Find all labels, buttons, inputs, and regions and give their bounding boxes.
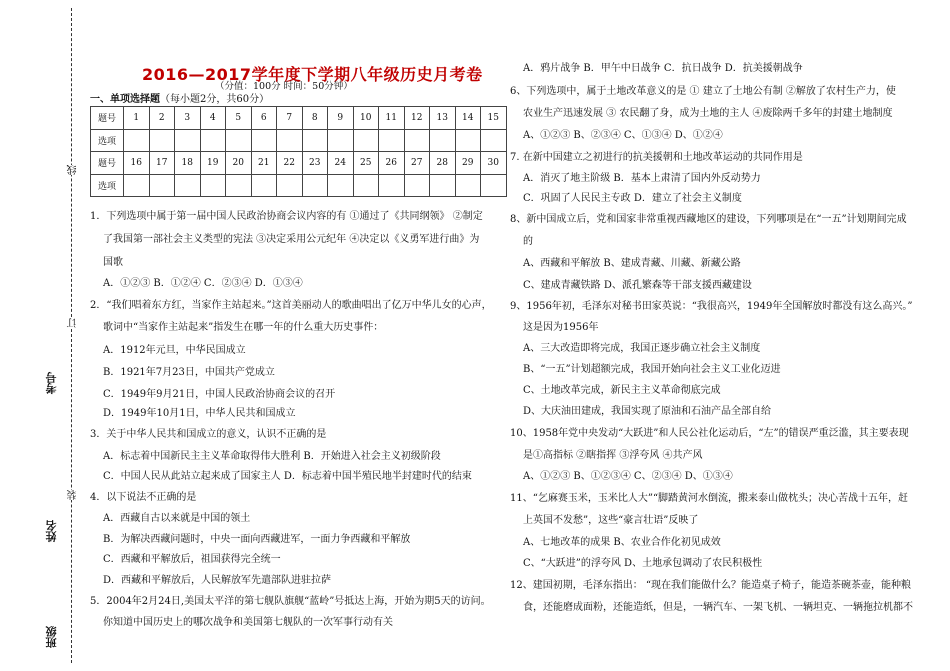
question-option: B．1921年7月23日，中国共产党成立 <box>103 367 275 378</box>
question-line: 9、1956年初，毛泽东对秘书田家英说：“我很高兴，1949年全国解放时都没有这么高兴。” <box>510 301 913 312</box>
answer-cell[interactable] <box>481 129 507 152</box>
margin-zhuang-label: 装 <box>68 490 79 500</box>
question-line: 农业生产迅速发展 ③ 农民翻了身，成为土地的主人 ④废除两千多年的封建土地制度 <box>523 108 893 119</box>
grid-cell: 2 <box>149 107 175 130</box>
answer-cell[interactable] <box>404 129 430 152</box>
grid-cell: 19 <box>200 152 226 175</box>
grid-row-answers-1 <box>91 129 507 152</box>
grid-cell: 5 <box>226 107 252 130</box>
grid-cell: 11 <box>379 107 405 130</box>
question-option: B．为解决西藏问题时，中央一面向西藏进军，一面力争西藏和平解放 <box>103 534 411 545</box>
question-option: C、建成青藏铁路 D、派孔繁森等干部支援西藏建设 <box>523 280 752 291</box>
question-option: C．中国人民从此站立起来成了国家主人 D．标志着中国半殖民地半封建时代的结束 <box>103 471 472 482</box>
question-option: A．1912年元旦，中华民国成立 <box>103 345 246 356</box>
grid-cell: 16 <box>124 152 150 175</box>
grid-cell: 6 <box>251 107 277 130</box>
answer-cell[interactable] <box>277 174 303 197</box>
answer-cell[interactable] <box>226 174 252 197</box>
grid-cell: 3 <box>175 107 201 130</box>
section-heading <box>90 90 269 105</box>
grid-cell: 28 <box>430 152 456 175</box>
question-option: A、①②③ B、①②③④ C、②③④ D、①③④ <box>523 471 733 482</box>
grid-cell: 14 <box>455 107 481 130</box>
question-option: D．1949年10月1日，中华人民共和国成立 <box>103 408 296 419</box>
grid-cell: 27 <box>404 152 430 175</box>
answer-cell[interactable] <box>277 129 303 152</box>
grid-header-xuanxiang: 选项 <box>91 174 124 197</box>
question-option: A．①②③ B．①②④ C．②③④ D．①③④ <box>103 278 303 289</box>
answer-cell[interactable] <box>328 129 354 152</box>
question-line: 上英国不发愁”，这些“豪言壮语”反映了 <box>523 515 699 526</box>
answer-cell[interactable] <box>353 129 379 152</box>
grid-cell: 10 <box>353 107 379 130</box>
question-option: A．标志着中国新民主主义革命取得伟大胜利 B．开始进入社会主义初级阶段 <box>103 451 441 462</box>
question-line: 12、建国初期，毛泽东指出： “现在我们能做什么？能造桌子椅子，能造茶碗茶壶，能种粮 <box>510 580 912 591</box>
question-option: D、大庆油田建成，我国实现了原油和石油产品全部自给 <box>523 406 772 417</box>
grid-cell: 25 <box>353 152 379 175</box>
answer-cell[interactable] <box>175 174 201 197</box>
question-line: 国歌 <box>103 257 123 268</box>
answer-cell[interactable] <box>353 174 379 197</box>
answer-cell[interactable] <box>251 129 277 152</box>
margin-ding-label: 订 <box>68 318 79 328</box>
question-line: 6、下列选项中，属于土地改革意义的是 ① 建立了土地公有制 ②解放了农村生产力，使 <box>510 86 896 97</box>
question-line: 10、1958年党中央发动“大跃进”和人民公社化运动后，“左”的错误严重泛滥，其主要表现 <box>510 428 909 439</box>
margin-xian-label: 线 <box>68 165 79 175</box>
margin-kaohao-label: 考号 <box>45 372 58 394</box>
question-line: 2．“我们唱着东方红，当家作主站起来。”这首美丽动人的歌曲唱出了亿万中华儿女的心声， <box>90 300 492 311</box>
question-option: A．消灭了地主阶级 B．基本上肃清了国内外反动势力 <box>523 173 761 184</box>
question-option: B、“一五”计划超额完成，我国开始向社会主义工业化迈进 <box>523 364 781 375</box>
answer-cell[interactable] <box>404 174 430 197</box>
answer-cell[interactable] <box>149 174 175 197</box>
grid-cell: 18 <box>175 152 201 175</box>
answer-cell[interactable] <box>226 129 252 152</box>
grid-cell: 29 <box>455 152 481 175</box>
question-option: A、①②③ B、②③④ C、①③④ D、①②④ <box>523 130 723 141</box>
answer-cell[interactable] <box>251 174 277 197</box>
question-line: 歌词中“当家作主站起来”指发生在哪一年的什么重大历史事件： <box>103 322 384 333</box>
grid-cell: 21 <box>251 152 277 175</box>
question-line: 5．2004年2月24日,美国太平洋的第七舰队旗舰“蓝岭”号抵达上海，开始为期5天的访问。 <box>90 596 491 607</box>
answer-cell[interactable] <box>430 129 456 152</box>
grid-cell: 30 <box>481 152 507 175</box>
answer-cell[interactable] <box>481 174 507 197</box>
grid-cell: 8 <box>302 107 328 130</box>
answer-cell[interactable] <box>124 174 150 197</box>
grid-cell: 1 <box>124 107 150 130</box>
exam-title: 2016—2017学年度下学期八年级历史月考卷 <box>142 65 483 84</box>
answer-cell[interactable] <box>302 174 328 197</box>
grid-cell: 15 <box>481 107 507 130</box>
exam-subtitle: （分值：100分 时间：50分钟） <box>215 81 353 92</box>
answer-cell[interactable] <box>328 174 354 197</box>
question-line: 你知道中国历史上的哪次战争和美国第七舰队的一次军事行动有关 <box>103 617 393 628</box>
grid-row-numbers-1 <box>91 107 507 130</box>
question-option: A、三大改造即将完成，我国正逐步确立社会主义制度 <box>523 343 761 354</box>
answer-cell[interactable] <box>379 129 405 152</box>
question-option: A、七地改革的成果 B、农业合作化初见成效 <box>523 537 721 548</box>
answer-cell[interactable] <box>455 174 481 197</box>
grid-cell: 12 <box>404 107 430 130</box>
answer-cell[interactable] <box>455 129 481 152</box>
grid-row-numbers-2 <box>91 152 507 175</box>
question-line: 4．以下说法不正确的是 <box>90 492 197 503</box>
question-line: 8、新中国成立后，党和国家非常重视西藏地区的建设，下列哪项是在“一五”计划期间完成 <box>510 214 907 225</box>
answer-cell[interactable] <box>200 174 226 197</box>
grid-cell: 20 <box>226 152 252 175</box>
grid-cell: 9 <box>328 107 354 130</box>
margin-xingming-label: 姓名 <box>45 520 58 542</box>
grid-cell: 17 <box>149 152 175 175</box>
question-option: A、西藏和平解放 B、建成青藏、川藏、新藏公路 <box>523 258 741 269</box>
margin-banji-label: 班级 <box>45 626 58 648</box>
answer-cell[interactable] <box>379 174 405 197</box>
grid-row-answers-2 <box>91 174 507 197</box>
question-option: C、“大跃进”的浮夸风 D、土地承包调动了农民积极性 <box>523 558 763 569</box>
question-line: 是①高指标 ②瞎指挥 ③浮夸风 ④共产风 <box>523 450 703 461</box>
grid-header-xuanxiang: 选项 <box>91 129 124 152</box>
grid-header-tihao: 题号 <box>91 152 124 175</box>
question-line: 食，还能磨成面粉，还能造纸，但是，一辆汽车、一架飞机、一辆坦克、一辆拖拉机都不 <box>523 602 913 613</box>
question-option: A．鸦片战争 B．甲午中日战争 C．抗日战争 D．抗美援朝战争 <box>523 63 803 74</box>
grid-cell: 13 <box>430 107 456 130</box>
grid-header-tihao: 题号 <box>91 107 124 130</box>
question-line: 了我国第一部社会主义类型的宪法 ③决定采用公元纪年 ④决定以《义勇军进行曲》为 <box>103 234 480 245</box>
grid-cell: 4 <box>200 107 226 130</box>
question-line: 的 <box>523 236 533 247</box>
answer-cell[interactable] <box>124 129 150 152</box>
grid-cell: 7 <box>277 107 303 130</box>
section-label: 一、单项选择题 <box>90 94 160 105</box>
grid-cell: 23 <box>302 152 328 175</box>
answer-cell[interactable] <box>149 129 175 152</box>
answer-cell[interactable] <box>302 129 328 152</box>
question-option: C、土地改革完成，新民主主义革命彻底完成 <box>523 385 721 396</box>
answer-cell[interactable] <box>430 174 456 197</box>
question-line: 这是因为1956年 <box>523 322 599 333</box>
section-note: （每小题2分，共60分） <box>160 94 270 105</box>
answer-cell[interactable] <box>200 129 226 152</box>
question-option: A．西藏自古以来就是中国的领土 <box>103 513 251 524</box>
answer-cell[interactable] <box>175 129 201 152</box>
grid-cell: 26 <box>379 152 405 175</box>
question-line: 11、“乞麻赛玉米，玉米比人大”“脚踏黄河水倒流，搬来泰山做枕头；决心苦战十五年，赶 <box>510 493 909 504</box>
grid-cell: 24 <box>328 152 354 175</box>
question-line: 3．关于中华人民共和国成立的意义，认识不正确的是 <box>90 429 327 440</box>
question-option: C．1949年9月21日，中国人民政治协商会议的召开 <box>103 389 336 400</box>
question-option: C．西藏和平解放后，祖国获得完全统一 <box>103 554 281 565</box>
binding-line <box>71 8 72 663</box>
answer-grid <box>90 106 507 197</box>
grid-cell: 22 <box>277 152 303 175</box>
question-line: 7. 在新中国建立之初进行的抗美援朝和土地改革运动的共同作用是 <box>510 152 803 163</box>
question-option: C．巩固了人民民主专政 D．建立了社会主义制度 <box>523 193 742 204</box>
question-line: 1．下列选项中属于第一届中国人民政治协商会议内容的有 ①通过了《共同纲领》 ②制定 <box>90 211 483 222</box>
question-option: D．西藏和平解放后，人民解放军先遣部队进驻拉萨 <box>103 575 332 586</box>
